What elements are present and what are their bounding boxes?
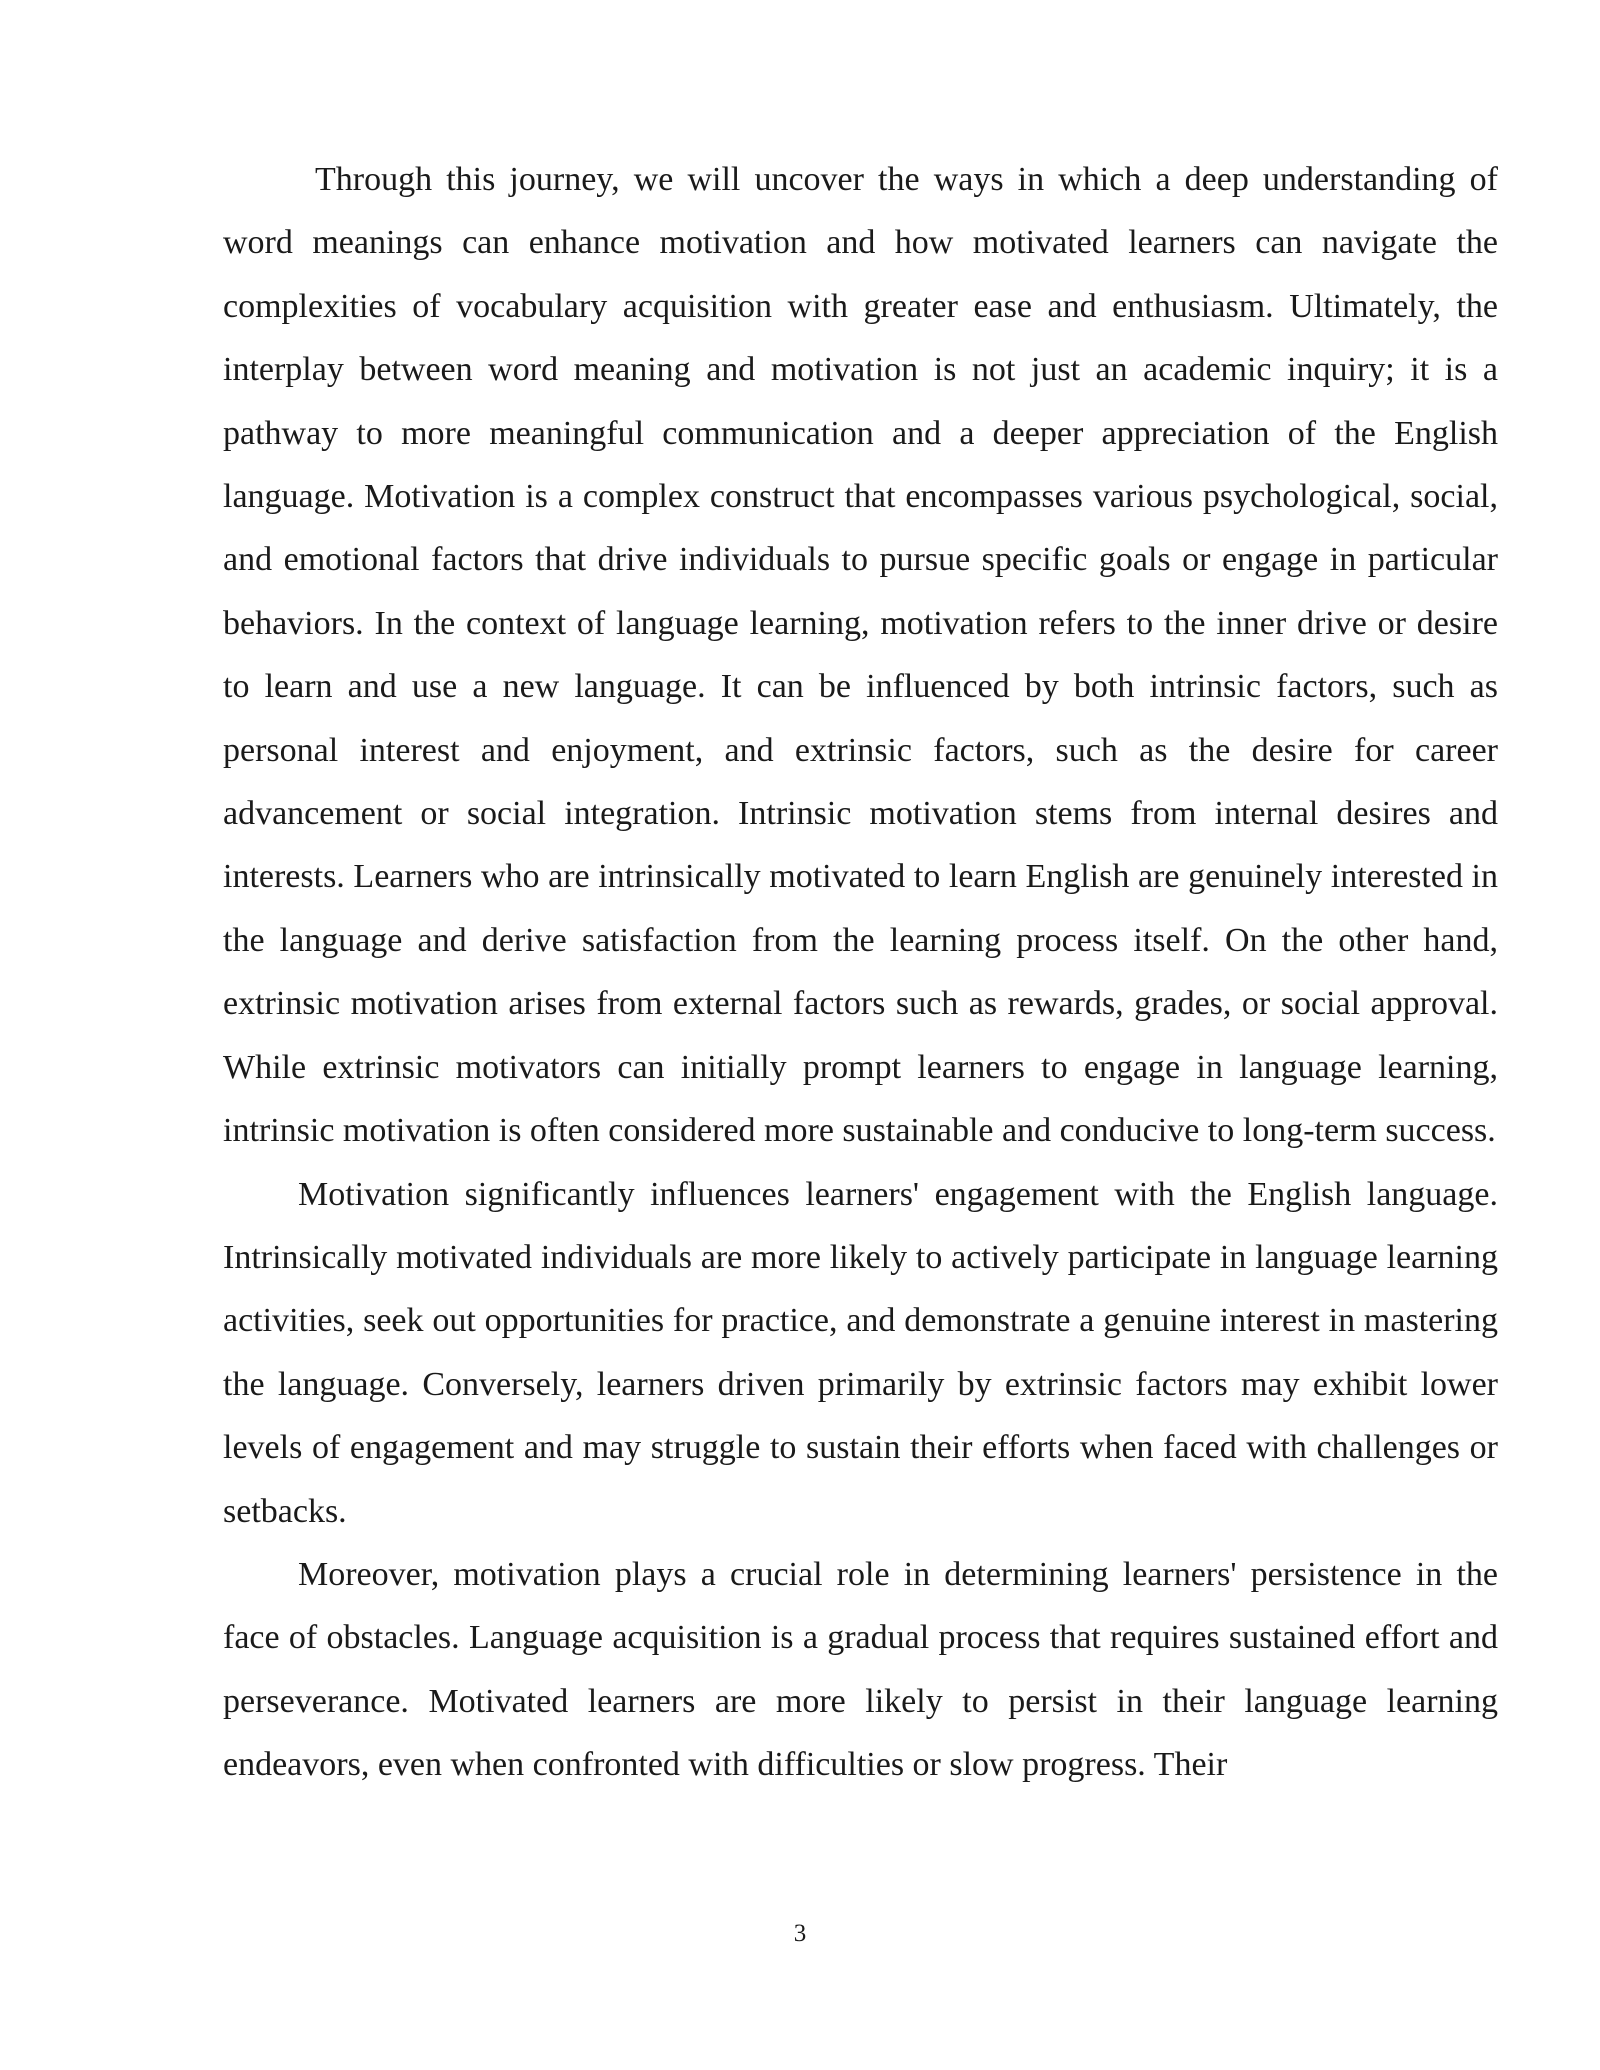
paragraph-1: Through this journey, we will uncover the ways in which a deep understanding of word meanings can enhance motivation and how motivated learners can navigate the complexities of vocabulary acquisition with greater ease and enthusiasm. Ultimately, the interplay between word meaning and motivation is not just an academic inquiry; it is a pathway to more meaningful communication and a deeper appreciation of the English language. Motivation is a complex construct that encompasses various psychological, social, and emotional factors that drive individuals to pursue specific goals or engage in particular behaviors. In the context of language learning, motivation refers to the inner drive or desire to learn and use a new language. It can be influenced by both intrinsic factors, such as personal interest and enjoyment, and extrinsic factors, such as the desire for career advancement or social integration. Intrinsic motivation stems from internal desires and interests. Learners who are intrinsically motivated to learn English are genuinely interested in the language and derive satisfaction from the learning process itself. On the other hand, extrinsic motivation arises from external factors such as rewards, grades, or social approval. While extrinsic motivators can initially prompt learners to engage in language learning, intrinsic motivation is often considered more sustainable and conducive to long-term success.: [223, 161, 1498, 1150]
paragraph-3: Moreover, motivation plays a crucial role in determining learners' persistence in the face of obstacles. Language acquisition is a gradual process that requires sustained effort and perseverance. Motivated learners are more likely to persist in their language learning endeavors, even when confronted with difficulties or slow progress. Their: [223, 1555, 1498, 1784]
body-text: [223, 148, 1498, 1797]
paragraph-2: Motivation significantly influences learners' engagement with the English language. Intrinsically motivated individuals are more likely to actively participate in language learning activities, seek out opportunities for practice, and demonstrate a genuine interest in mastering the language. Conversely, learners driven primarily by extrinsic factors may exhibit lower levels of engagement and may struggle to sustain their efforts when faced with challenges or setbacks.: [223, 1175, 1498, 1530]
page-number: 3: [793, 1920, 807, 1947]
